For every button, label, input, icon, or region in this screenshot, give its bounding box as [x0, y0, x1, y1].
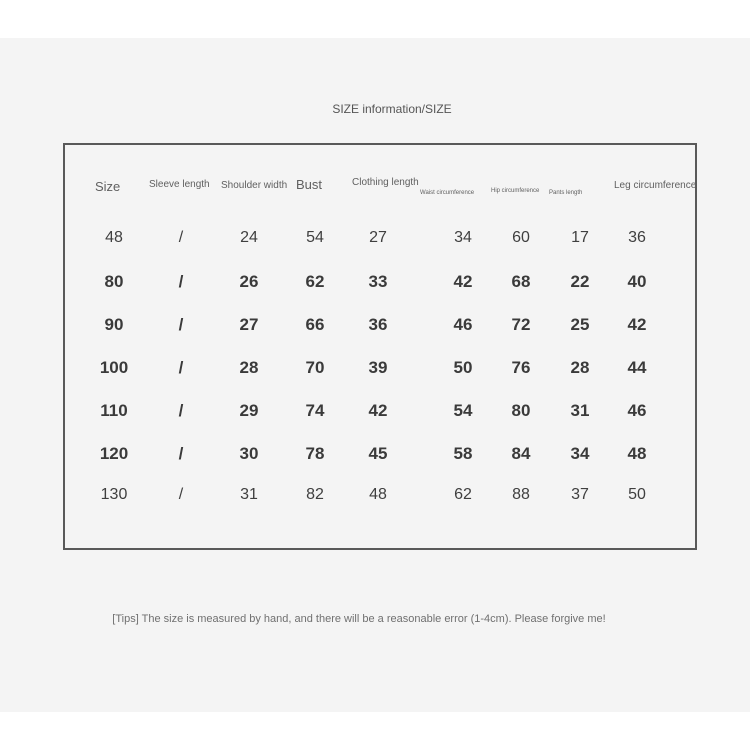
table-cell: 120 — [99, 444, 129, 463]
table-cell: / — [178, 229, 184, 246]
column-header: Clothing length — [352, 177, 419, 188]
size-table — [63, 143, 697, 550]
table-cell: 48 — [369, 486, 387, 503]
column-header: Leg circumference — [614, 180, 697, 191]
table-cell: 62 — [454, 486, 472, 503]
table-cell: 76 — [511, 358, 531, 377]
table-cell: 70 — [305, 358, 325, 377]
column-header: Shoulder width — [221, 180, 288, 191]
table-cell: 36 — [628, 229, 646, 246]
table-cell: 66 — [305, 315, 325, 334]
table-cell: 37 — [571, 486, 589, 503]
table-cell: 60 — [512, 229, 530, 246]
table-cell: 31 — [570, 401, 590, 420]
table-cell: 50 — [628, 486, 646, 503]
table-cell: 82 — [306, 486, 324, 503]
table-cell: 33 — [368, 272, 388, 291]
table-cell: 44 — [627, 358, 647, 377]
table-cell: 80 — [104, 272, 124, 291]
table-cell: 62 — [305, 272, 325, 291]
table-cell: 42 — [627, 315, 647, 334]
table-cell: 68 — [511, 272, 531, 291]
table-cell: 40 — [627, 272, 647, 291]
table-cell: / — [178, 486, 184, 503]
table-cell: 48 — [627, 444, 647, 463]
table-cell: 46 — [627, 401, 647, 420]
page-title: SIZE information/SIZE — [332, 102, 452, 116]
table-cell: 34 — [454, 229, 472, 246]
column-header: Bust — [296, 177, 323, 192]
table-cell: 25 — [570, 315, 590, 334]
table-cell: 17 — [571, 229, 589, 246]
table-cell: 29 — [239, 401, 259, 420]
tips-note: [Tips] The size is measured by hand, and there will be a reasonable error (1-4cm). Please forgive me! — [112, 613, 606, 625]
table-cell: 54 — [453, 401, 473, 420]
table-cell: / — [178, 444, 184, 463]
table-cell: 30 — [239, 444, 259, 463]
table-cell: 28 — [570, 358, 590, 377]
table-cell: 34 — [570, 444, 590, 463]
table-cell: 24 — [240, 229, 258, 246]
table-cell: 54 — [306, 229, 324, 246]
column-header: Waist circumference — [420, 190, 475, 196]
table-cell: 28 — [239, 358, 259, 377]
table-cell: / — [178, 272, 184, 291]
table-cell: 90 — [104, 315, 124, 334]
table-cell: 31 — [240, 486, 258, 503]
table-cell: 88 — [512, 486, 530, 503]
table-cell: 58 — [453, 444, 473, 463]
table-cell: 27 — [239, 315, 259, 334]
table-cell: 48 — [105, 229, 123, 246]
table-cell: / — [178, 358, 184, 377]
table-cell: 45 — [368, 444, 388, 463]
table-cell: 42 — [453, 272, 473, 291]
table-cell: 42 — [368, 401, 388, 420]
table-cell: 72 — [511, 315, 531, 334]
table-cell: 130 — [100, 486, 128, 503]
table-cell: 22 — [570, 272, 590, 291]
table-cell: 50 — [453, 358, 473, 377]
table-cell: 78 — [305, 444, 325, 463]
column-header: Size — [95, 179, 121, 194]
table-cell: 46 — [453, 315, 473, 334]
table-cell: 84 — [511, 444, 531, 463]
table-cell: 100 — [99, 358, 129, 377]
table-cell: 80 — [511, 401, 531, 420]
table-cell: 39 — [368, 358, 388, 377]
column-header: Pants length — [549, 190, 583, 196]
table-cell: / — [178, 401, 184, 420]
column-header: Hip circumference — [491, 188, 540, 194]
table-cell: 27 — [369, 229, 387, 246]
table-cell: 110 — [100, 401, 128, 420]
table-cell: 74 — [305, 401, 325, 420]
table-cell: 26 — [239, 272, 259, 291]
table-cell: 36 — [368, 315, 388, 334]
column-header: Sleeve length — [149, 179, 210, 190]
table-cell: / — [178, 315, 184, 334]
